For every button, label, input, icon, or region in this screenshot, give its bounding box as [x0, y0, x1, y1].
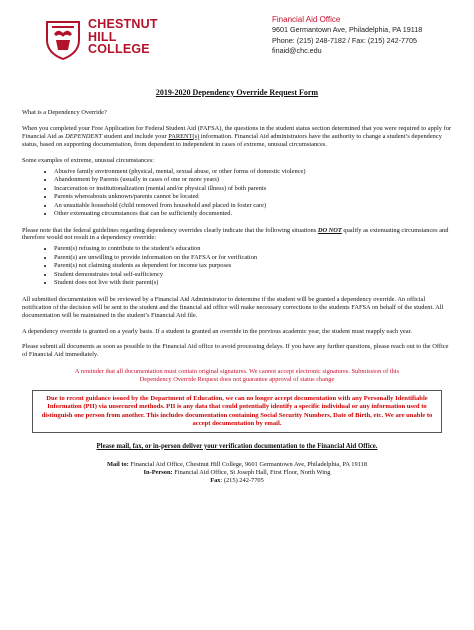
office-name: Financial Aid Office [272, 15, 341, 24]
office-address: 9601 Germantown Ave, Philadelphia, PA 19118 [272, 25, 423, 35]
list-item: • Other extenuating circumstances that can be sufficiently documented. [54, 210, 452, 219]
list-item: • Incarceration or institutionalization (mental and/or physical illness) of both parents [54, 185, 452, 194]
list-item: • Parent(s) not claiming students as dependent for income tax purposes [54, 262, 452, 271]
fax-number: Fax: (215) 242-7705 [210, 477, 264, 485]
list-item: • Student does not live with their parent(s) [54, 279, 452, 288]
office-phone-fax: Phone: (215) 248-7182 / Fax: (215) 242-7705 [272, 35, 418, 45]
question-heading: What is a Dependency Override? [22, 109, 107, 116]
college-logo [44, 18, 194, 66]
list-item: • Parent(s) are unwilling to provide information on the FAFSA or for verification [54, 254, 452, 263]
mail-instructions-heading: Please mail, fax, or in-person deliver your verification documentation to the Financial Aid Office. [96, 442, 378, 450]
yearly-paragraph: A dependency override is granted on a yearly basis. If a student is granted an override in the previous academic year, the student must reapply each year. [22, 327, 412, 335]
list-item: • Abandonment by Parents (usually in cases of one or more years) [54, 176, 452, 185]
review-paragraph: All submitted documentation will be reviewed by a Financial Aid Administrator to determine if the student will be granted a dependency override. An official notification of the decision will be sent to the student and the financial aid office will make necessary corrections to the students FAFSA on behalf of the student. All documentation will be maintained in the student’s Financial Aid file. [22, 295, 444, 319]
examples-list [22, 168, 452, 219]
dependent-term: DEPENDENT [65, 132, 103, 140]
mail-address: Mail to: Financial Aid Office, Chestnut Hill College, 9601 Germantown Ave, Philadelphia, PA 19118 [106, 460, 368, 468]
intro-paragraph: When you completed your Free Application for Federal Student Aid (FAFSA), the questions in the student status section determined that you were required to apply for Financial Aid as DEPENDENT student and include your PARENT(s) information. Financial Aid administrators have the authority to change a student’s dependency status, based on supporting documentation, from dependent to independent in cases of extreme, unusual circumstances. [22, 124, 452, 148]
office-email: finaid@chc.edu [272, 46, 322, 56]
do-not-term: DO NOT [317, 226, 342, 234]
list-item: • An unsuitable household (child removed from household and placed in foster care) [54, 202, 452, 211]
college-wordmark: CHESTNUT HILL COLLEGE [88, 17, 158, 56]
list-item: • Student demonstrates total self-sufficiency [54, 271, 452, 280]
submit-paragraph: Please submit all documents as soon as possible to the Financial Aid office to avoid processing delays. If you have any further questions, please reach out to the Office of Financial Aid immediately. [22, 343, 449, 359]
pii-warning-box: Due to recent guidance issued by the Department of Education, we can no longer accept documentation with any Personally Identifiable Information (PII) via unsecured methods. PII is any data that could potentially identify a specific individual or any information used to distinguish one person from another. This includes documentation containing Social Security Numbers, Date of Birth, etc. We are unable to accept documentation by email. [32, 390, 442, 433]
examples-intro: Some examples of extreme, unusual circumstances: [22, 156, 155, 164]
letterhead [22, 0, 452, 72]
list-item: • Parents whereabouts unknown/parents cannot be located [54, 193, 452, 202]
inperson-address: In-Person: Financial Aid Office, St Joseph Hall, First Floor, North Wing [143, 469, 331, 477]
form-title: 2019-2020 Dependency Override Request Form [155, 88, 319, 97]
not-qualify-list [22, 245, 452, 288]
delivery-addresses [22, 461, 452, 486]
note-paragraph: Please note that the federal guidelines regarding dependency overrides clearly indicate that the following situations DO NOT qualify as extenuating circumstances and therefore would not result in a dependency override: [22, 226, 449, 242]
office-contact-block [272, 15, 422, 57]
list-item: • Abusive family environment (physical, mental, sexual abuse, or other forms of domestic violence) [54, 168, 452, 177]
college-crest-icon [44, 20, 82, 60]
signature-reminder: A reminder that all documentation must contain original signatures. We cannot accept electronic signatures. Submission of this Dependency Override Request does not guarantee approval of status change [74, 368, 400, 384]
parents-term: PARENT(s) [168, 132, 200, 140]
list-item: • Parent(s) refusing to contribute to the student’s education [54, 245, 452, 254]
